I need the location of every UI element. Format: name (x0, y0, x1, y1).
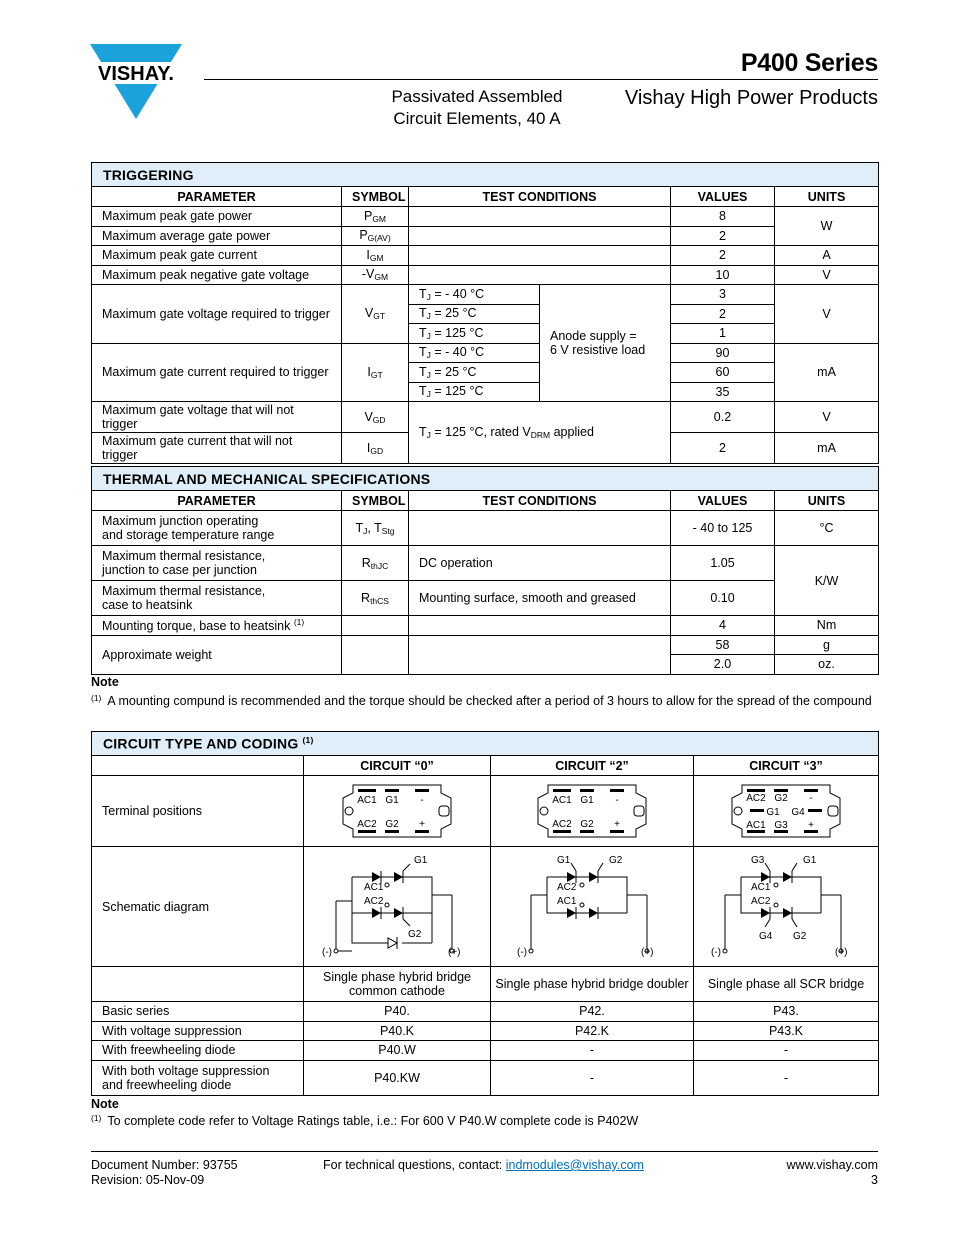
col-blank (92, 756, 304, 776)
note-text: $^{(1)}$ A mounting compund is recommended and the torque should be checked after a period of 3 hours to allow for the spread of the compound (91, 693, 872, 708)
value-cell: 8 (671, 207, 775, 227)
svg-text:G2: G2 (774, 793, 788, 804)
page-title: P400 Series (740, 49, 878, 77)
param-cell: Maximum peak negative gate voltage (92, 265, 342, 285)
symbol-cell (342, 635, 409, 674)
svg-text:+: + (419, 819, 425, 830)
svg-text:G1: G1 (557, 854, 571, 866)
value-cell: - 40 to 125 (671, 511, 775, 546)
svg-text:(+): (+) (448, 946, 461, 958)
svg-text:AC2: AC2 (357, 819, 377, 830)
svg-text:G1: G1 (414, 854, 428, 866)
value-cell: 2 (671, 433, 775, 464)
terminal-cell (491, 776, 694, 847)
circuit-description: Single phase hybrid bridge doubler (491, 967, 694, 1002)
thermal-table (91, 466, 879, 675)
param-cell: Maximum gate voltage that will not trigger (92, 402, 342, 433)
condition-cell: Mounting surface, smooth and greased (409, 581, 671, 616)
header-rule (204, 79, 878, 80)
unit-cell: oz. (775, 655, 879, 675)
value-cell: 58 (671, 635, 775, 655)
col-values: VALUES (671, 491, 775, 511)
row-label: With freewheeling diode (92, 1041, 304, 1061)
table-row (92, 1021, 879, 1041)
table-row (92, 207, 879, 227)
svg-text:G2: G2 (385, 819, 399, 830)
table-row (92, 246, 879, 266)
value-cell: 1 (671, 324, 775, 344)
svg-text:AC1: AC1 (552, 795, 572, 806)
value-cell: 2 (671, 246, 775, 266)
note-title: Note (91, 1097, 119, 1111)
value-cell: 2.0 (671, 655, 775, 675)
schematic-cell (491, 847, 694, 967)
table-row (92, 1060, 879, 1095)
value-cell: 3 (671, 285, 775, 305)
symbol-cell: $I_{GT}$ (342, 343, 409, 402)
table-row (92, 581, 879, 616)
code-cell: P43. (694, 1002, 879, 1022)
svg-text:(-): (-) (517, 946, 527, 958)
unit-cell: W (775, 207, 879, 246)
anode-line: 6 V resistive load (550, 343, 646, 357)
table-row (92, 616, 879, 636)
value-cell: 2 (671, 304, 775, 324)
svg-text:AC1: AC1 (357, 795, 377, 806)
col-units: UNITS (775, 491, 879, 511)
row-label (92, 967, 304, 1002)
row-label: Schematic diagram (92, 847, 304, 967)
param-cell: Maximum peak gate power (92, 207, 342, 227)
condition-cell: $T_J$ = - 40 °C (409, 285, 540, 305)
code-cell: - (491, 1041, 694, 1061)
symbol-cell (342, 616, 409, 636)
svg-text:G4: G4 (791, 807, 805, 818)
column-header-row (92, 756, 879, 776)
code-cell: P40.W (304, 1041, 491, 1061)
condition-cell (409, 246, 671, 266)
col-units: UNITS (775, 187, 879, 207)
svg-text:+: + (614, 819, 620, 830)
param-cell: Maximum gate current that will not trigger (92, 433, 342, 464)
svg-text:-: - (615, 795, 619, 806)
value-cell: 90 (671, 343, 775, 363)
terminal-diagram-icon (339, 781, 455, 841)
svg-text:G2: G2 (609, 854, 623, 866)
code-cell: P40. (304, 1002, 491, 1022)
page-subtitle (376, 86, 578, 130)
svg-text:AC1: AC1 (557, 895, 577, 907)
value-cell: 2 (671, 226, 775, 246)
contact-prefix: For technical questions, contact: (323, 1158, 506, 1172)
col-circuit-2: CIRCUIT “2” (491, 756, 694, 776)
param-cell: Maximum thermal resistance, junction to case per junction (92, 546, 342, 581)
condition-cell: $T_J = 25$ °C (409, 363, 540, 383)
svg-text:+: + (808, 820, 814, 831)
unit-cell: mA (775, 433, 879, 464)
table-row (92, 1002, 879, 1022)
condition-cell: $T_J$ = - 40 °C (409, 343, 540, 363)
param-cell: Maximum gate voltage required to trigger (92, 285, 342, 344)
svg-text:-: - (420, 795, 424, 806)
note-text: $^{(1)}$ To complete code refer to Voltage Ratings table, i.e.: For 600 V P40.W complete code is P402W (91, 1113, 639, 1128)
terminal-diagram-icon (534, 781, 650, 841)
footer-doc-info (91, 1158, 238, 1188)
revision: Revision: 05-Nov-09 (91, 1173, 205, 1187)
value-cell: 0.2 (671, 402, 775, 433)
param-cell: Mounting torque, base to heatsink $^{(1)}$ (92, 616, 342, 636)
circuit-description: Single phase hybrid bridge common cathode (304, 967, 491, 1002)
subtitle-line: Circuit Elements, 40 A (393, 109, 561, 128)
table-row (92, 847, 879, 967)
symbol-cell: $I_{GM}$ (342, 246, 409, 266)
table-row (92, 226, 879, 246)
svg-text:AC2: AC2 (746, 793, 766, 804)
value-cell: 0.10 (671, 581, 775, 616)
footer-rule (91, 1151, 878, 1152)
svg-text:(-): (-) (711, 946, 721, 958)
param-cell: Maximum gate current required to trigger (92, 343, 342, 402)
svg-text:G1: G1 (385, 795, 399, 806)
unit-cell: Nm (775, 616, 879, 636)
condition-cell: $T_J = 25$ °C (409, 304, 540, 324)
svg-text:AC2: AC2 (364, 895, 384, 907)
value-cell: 4 (671, 616, 775, 636)
table-row (92, 511, 879, 546)
svg-text:AC1: AC1 (751, 881, 771, 893)
terminal-cell (304, 776, 491, 847)
code-cell: P40.K (304, 1021, 491, 1041)
schematic-diagram-icon (711, 853, 861, 961)
condition-cell: $T_J = 125$ °C (409, 324, 540, 344)
table-row (92, 967, 879, 1002)
symbol-cell: $-V_{GM}$ (342, 265, 409, 285)
symbol-cell: $I_{GD}$ (342, 433, 409, 464)
col-circuit-3: CIRCUIT “3” (694, 756, 879, 776)
condition-cell (409, 226, 671, 246)
website-link[interactable]: www.vishay.com (786, 1158, 878, 1172)
condition-cell: $T_J = 125$ °C, rated $V_{DRM}$ applied (409, 402, 671, 464)
svg-text:(-): (-) (322, 946, 332, 958)
column-header-row (92, 491, 879, 511)
row-label: Basic series (92, 1002, 304, 1022)
subtitle-line: Passivated Assembled (391, 87, 563, 106)
terminal-diagram-icon (728, 781, 844, 841)
symbol-cell: $P_{GM}$ (342, 207, 409, 227)
row-label: Terminal positions (92, 776, 304, 847)
unit-cell: A (775, 246, 879, 266)
terminal-cell (694, 776, 879, 847)
col-parameter: PARAMETER (92, 491, 342, 511)
schematic-diagram-icon (322, 853, 472, 961)
anode-supply-cell (540, 285, 671, 402)
symbol-cell: $T_J$, $T_{Stg}$ (342, 511, 409, 546)
table-row (92, 402, 879, 433)
svg-text:G4: G4 (759, 930, 773, 942)
condition-cell (409, 265, 671, 285)
circuit-description: Single phase all SCR bridge (694, 967, 879, 1002)
svg-text:AC1: AC1 (364, 881, 384, 893)
triggering-table (91, 162, 879, 464)
section-title: THERMAL AND MECHANICAL SPECIFICATIONS (92, 467, 879, 491)
param-cell: Approximate weight (92, 635, 342, 674)
svg-text:AC2: AC2 (552, 819, 572, 830)
unit-cell: K/W (775, 546, 879, 616)
page-number: 3 (871, 1173, 878, 1187)
condition-cell: DC operation (409, 546, 671, 581)
row-label: With both voltage suppression and freewheeling diode (92, 1060, 304, 1095)
col-symbol: SYMBOL (342, 187, 409, 207)
anode-line: Anode supply = (550, 329, 637, 343)
value-cell: 10 (671, 265, 775, 285)
table-row (92, 265, 879, 285)
svg-text:G3: G3 (751, 854, 765, 866)
column-header-row (92, 187, 879, 207)
table-row (92, 285, 879, 305)
table-row (92, 635, 879, 655)
vishay-logo (88, 44, 184, 119)
schematic-cell (304, 847, 491, 967)
svg-text:G1: G1 (766, 807, 780, 818)
unit-cell: V (775, 402, 879, 433)
circuit-table (91, 731, 879, 1096)
svg-text:AC1: AC1 (746, 820, 766, 831)
svg-text:(+): (+) (641, 946, 654, 958)
symbol-cell: $R_{thJC}$ (342, 546, 409, 581)
table-row (92, 776, 879, 847)
note-title: Note (91, 675, 119, 689)
param-cell: Maximum thermal resistance, case to heatsink (92, 581, 342, 616)
unit-cell: V (775, 265, 879, 285)
condition-cell (409, 616, 671, 636)
code-cell: - (694, 1041, 879, 1061)
logo-text: VISHAY. (98, 63, 174, 85)
section-title: CIRCUIT TYPE AND CODING $^{(1)}$ (92, 732, 879, 756)
param-cell: Maximum junction operating and storage temperature range (92, 511, 342, 546)
svg-text:G2: G2 (408, 928, 422, 940)
unit-cell: g (775, 635, 879, 655)
col-values: VALUES (671, 187, 775, 207)
symbol-cell: $V_{GT}$ (342, 285, 409, 344)
value-cell: 1.05 (671, 546, 775, 581)
col-test-conditions: TEST CONDITIONS (409, 187, 671, 207)
symbol-cell: $V_{GD}$ (342, 402, 409, 433)
svg-text:AC2: AC2 (557, 881, 577, 893)
svg-text:-: - (809, 793, 813, 804)
col-symbol: SYMBOL (342, 491, 409, 511)
svg-text:(+): (+) (835, 946, 848, 958)
unit-cell: mA (775, 343, 879, 402)
param-cell: Maximum average gate power (92, 226, 342, 246)
table-row (92, 546, 879, 581)
svg-text:G2: G2 (580, 819, 594, 830)
code-cell: P40.KW (304, 1060, 491, 1095)
param-cell: Maximum peak gate current (92, 246, 342, 266)
footer-contact (323, 1158, 644, 1173)
schematic-cell (694, 847, 879, 967)
svg-text:AC2: AC2 (751, 895, 771, 907)
col-circuit-0: CIRCUIT “0” (304, 756, 491, 776)
contact-email-link[interactable]: indmodules@vishay.com (505, 1158, 644, 1172)
division-name: Vishay High Power Products (624, 87, 878, 109)
svg-text:G1: G1 (803, 854, 817, 866)
unit-cell: °C (775, 511, 879, 546)
value-cell: 35 (671, 382, 775, 402)
schematic-diagram-icon (517, 853, 667, 961)
table-row (92, 1041, 879, 1061)
unit-cell: V (775, 285, 879, 344)
table-row (92, 343, 879, 363)
col-parameter: PARAMETER (92, 187, 342, 207)
code-cell: P42.K (491, 1021, 694, 1041)
code-cell: - (491, 1060, 694, 1095)
svg-text:G3: G3 (774, 820, 788, 831)
footer-site (787, 1158, 878, 1188)
condition-cell (409, 511, 671, 546)
col-test-conditions: TEST CONDITIONS (409, 491, 671, 511)
row-label: With voltage suppression (92, 1021, 304, 1041)
code-cell: - (694, 1060, 879, 1095)
svg-text:G1: G1 (580, 795, 594, 806)
section-title: TRIGGERING (92, 163, 879, 187)
value-cell: 60 (671, 363, 775, 383)
condition-cell (409, 207, 671, 227)
condition-cell: $T_J = 125$ °C (409, 382, 540, 402)
symbol-cell: $P_{G(AV)}$ (342, 226, 409, 246)
document-number: Document Number: 93755 (91, 1158, 238, 1172)
code-cell: P43.K (694, 1021, 879, 1041)
svg-text:G2: G2 (793, 930, 807, 942)
symbol-cell: $R_{thCS}$ (342, 581, 409, 616)
code-cell: P42. (491, 1002, 694, 1022)
condition-cell (409, 635, 671, 674)
